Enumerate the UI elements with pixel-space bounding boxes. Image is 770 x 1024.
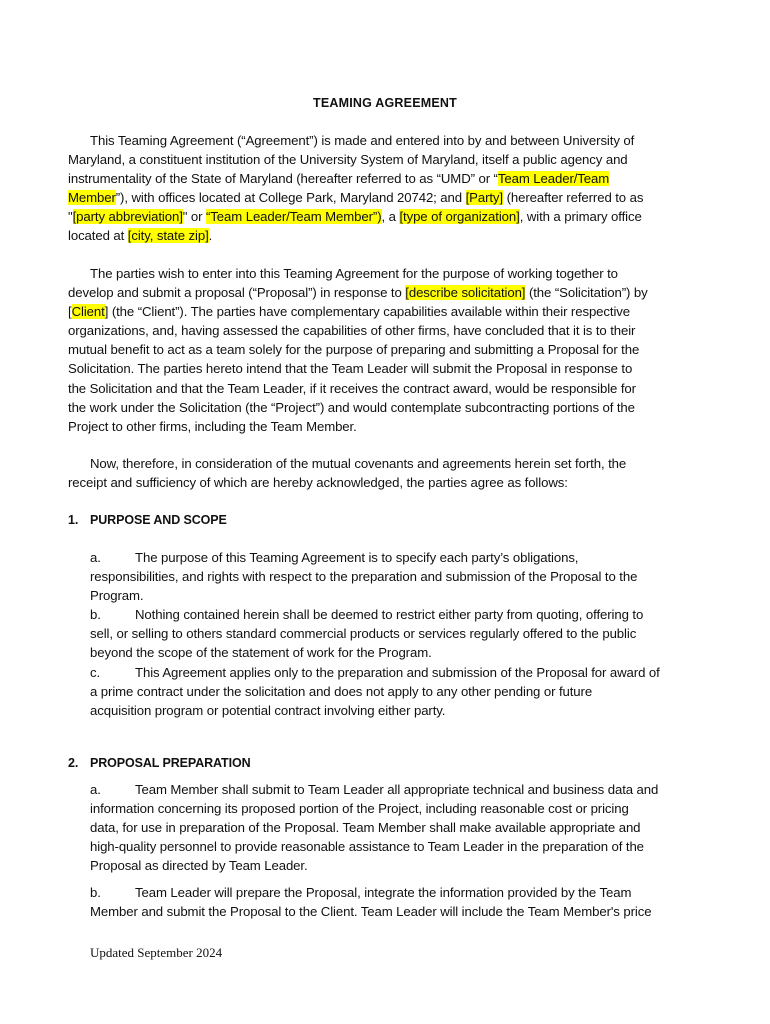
- consideration-paragraph: [68, 454, 708, 492]
- list-item-line: Program.: [90, 588, 144, 604]
- intro-line: This Teaming Agreement (“Agreement”) is made and entered into by and between University of: [90, 133, 635, 148]
- list-item: a. The purpose of this Teaming Agreement is to specify each party’s obligations,: [90, 550, 579, 565]
- paragraph-line: The parties wish to enter into this Teaming Agreement for the purpose of working together to: [90, 266, 618, 281]
- solicitation-placeholder: [describe solicitation]: [405, 285, 526, 301]
- highlight-field: Team Leader/Team: [497, 171, 610, 187]
- section-1-items: [90, 548, 708, 720]
- list-item-line: acquisition program or potential contract involving either party.: [90, 702, 446, 718]
- list-item-line: information concerning its proposed portion of the Project, including reasonable cost or pricing: [90, 801, 629, 817]
- intro-line: Member”), with offices located at College Park, Maryland 20742; and [Party] (hereafter referred to as: [68, 190, 644, 206]
- list-item: b. Team Leader will prepare the Proposal, integrate the information provided by the Team: [90, 885, 632, 900]
- party-placeholder: [Party]: [465, 190, 503, 206]
- intro-line: instrumentality of the State of Maryland (hereafter referred to as “UMD” or “Team Leader/Team: [68, 171, 610, 187]
- highlight-field: Member: [68, 190, 116, 206]
- list-item-line: Member and submit the Proposal to the Client. Team Leader will include the Team Member's price: [90, 904, 652, 920]
- paragraph-line: mutual benefit to act as a team solely for the purpose of preparing and submitting a Proposal for the: [68, 342, 640, 358]
- purpose-paragraph: [68, 264, 708, 436]
- intro-line: located at [city, state zip].: [68, 228, 213, 244]
- paragraph-line: [Client] (the “Client”). The parties have complementary capabilities available within their respective: [68, 304, 631, 320]
- paragraph-line: develop and submit a proposal (“Proposal”) in response to [describe solicitation] (the “Solicitation”) by: [68, 285, 648, 301]
- list-item-line: high-quality personnel to provide reasonable assistance to Team Leader in the preparation of the: [90, 839, 644, 855]
- organization-type-placeholder: [type of organization]: [399, 209, 520, 225]
- list-item-line: data, for use in preparation of the Proposal. Team Member shall make available appropriate and: [90, 820, 641, 836]
- intro-paragraph: [68, 131, 708, 246]
- section-1-heading: 1. PURPOSE AND SCOPE: [68, 513, 227, 527]
- party-abbreviation-placeholder: [party abbreviation]: [72, 209, 183, 225]
- list-item: b. Nothing contained herein shall be deemed to restrict either party from quoting, offering to: [90, 607, 644, 623]
- paragraph-line: Solicitation. The parties hereto intend that the Team Leader will submit the Proposal in response to: [68, 361, 633, 377]
- list-item: c. This Agreement applies only to the preparation and submission of the Proposal for award of: [90, 664, 660, 680]
- page-footer: Updated September 2024: [90, 945, 223, 960]
- list-item-line: a prime contract under the solicitation and does not apply to any other pending or future: [90, 683, 593, 699]
- list-item-line: sell, or selling to others standard commercial products or services regularly offered to the public: [90, 626, 637, 642]
- list-item-line: Proposal as directed by Team Leader.: [90, 858, 308, 874]
- client-placeholder: Client: [71, 304, 105, 320]
- paragraph-line: Now, therefore, in consideration of the mutual covenants and agreements herein set forth, the: [90, 456, 627, 471]
- highlight-field: “Team Leader/Team Member”): [206, 209, 382, 225]
- paragraph-line: Project to other firms, including the Team Member.: [68, 418, 357, 434]
- intro-line: Maryland, a constituent institution of the University System of Maryland, itself a public agency and: [68, 152, 628, 168]
- paragraph-line: the work under the Solicitation (the “Project”) and would contemplate subcontracting portions of the: [68, 399, 635, 415]
- section-2-item-a: [90, 780, 708, 875]
- document-title: TEAMING AGREEMENT: [313, 96, 457, 110]
- paragraph-line: the Solicitation and that the Team Leader, if it receives the contract award, would be responsible for: [68, 380, 636, 396]
- intro-line: "[party abbreviation]" or “Team Leader/Team Member”), a [type of organization], with a primary office: [68, 209, 642, 225]
- city-state-zip-placeholder: [city, state zip]: [127, 228, 209, 244]
- list-item-line: responsibilities, and rights with respect to the preparation and submission of the Proposal to the: [90, 569, 638, 585]
- section-2-heading: 2. PROPOSAL PREPARATION: [68, 756, 251, 770]
- paragraph-line: organizations, and, having assessed the capabilities of other firms, have concluded that it is to their: [68, 323, 636, 339]
- paragraph-line: receipt and sufficiency of which are hereby acknowledged, the parties agree as follows:: [68, 475, 568, 491]
- list-item-line: beyond the scope of the statement of work for the Program.: [90, 645, 432, 661]
- list-item: a. Team Member shall submit to Team Leader all appropriate technical and business data and: [90, 782, 659, 797]
- section-2-item-b: [90, 883, 708, 921]
